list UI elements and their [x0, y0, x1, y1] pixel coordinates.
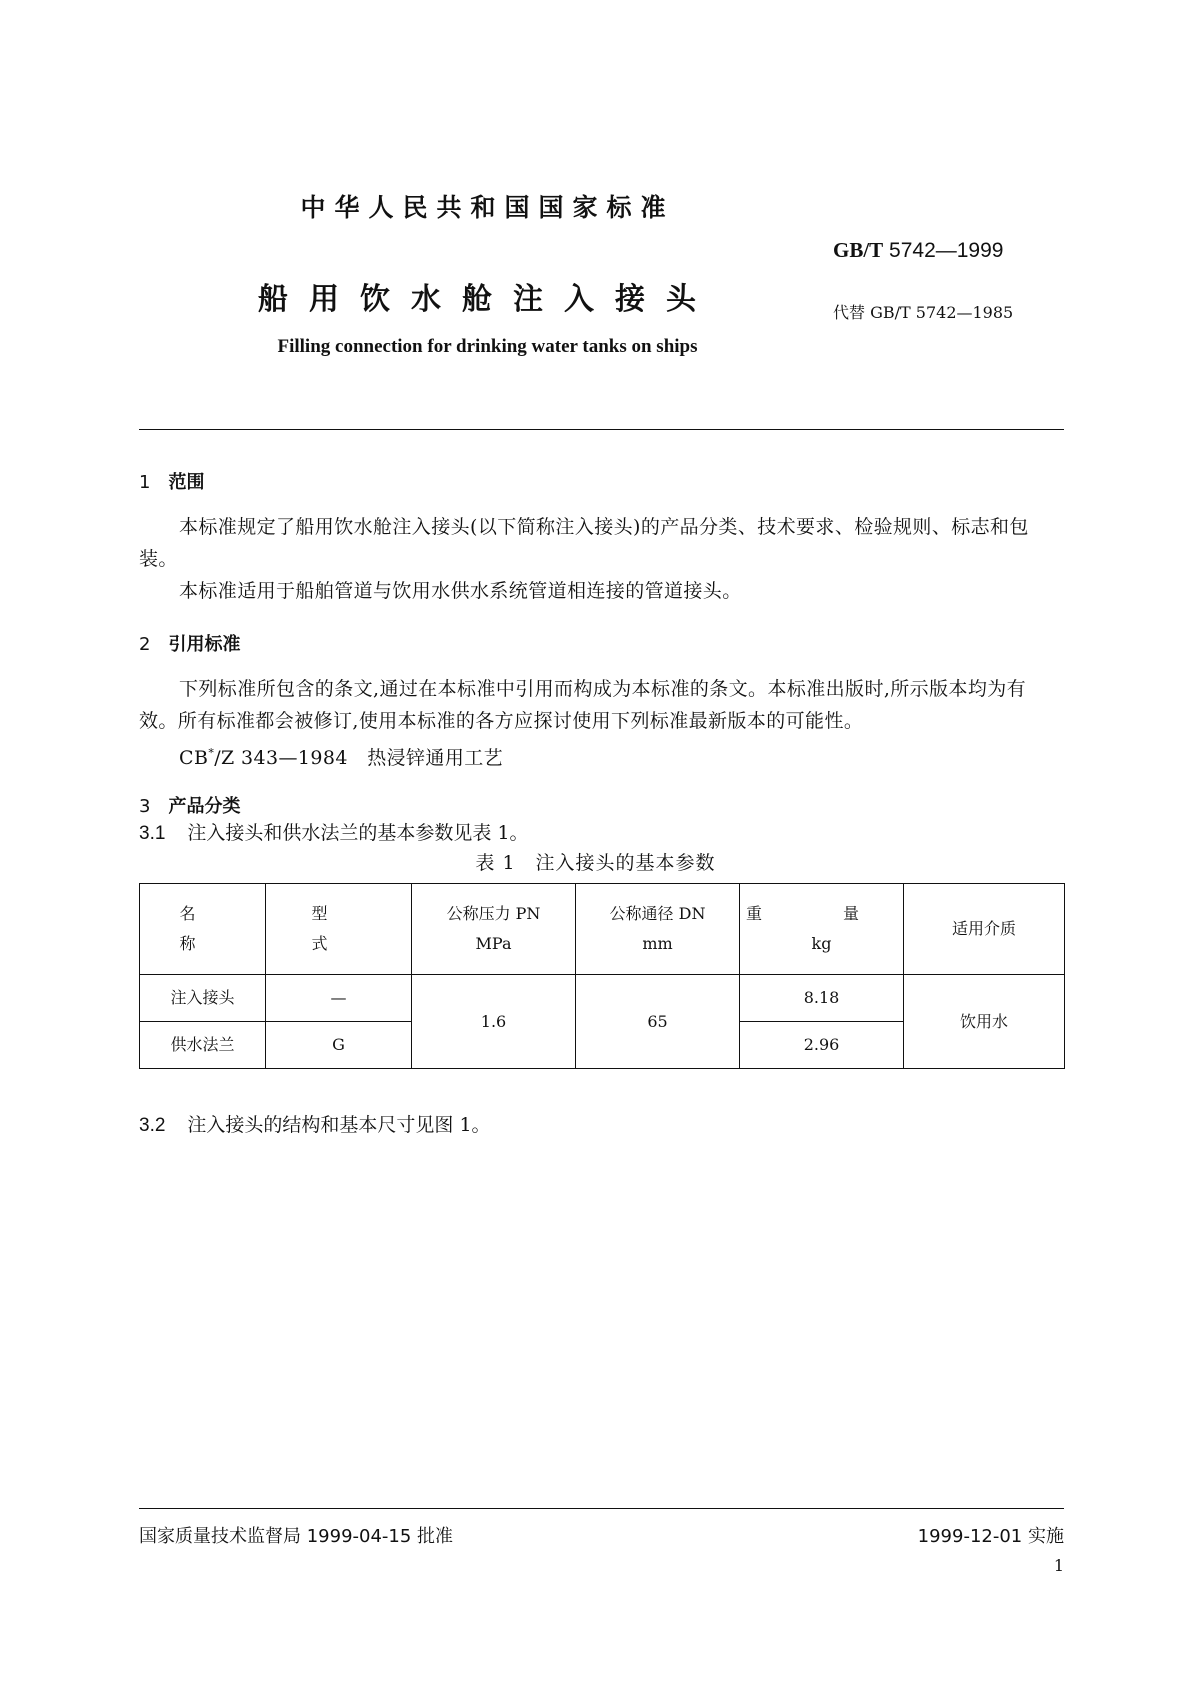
- reference-code-rest: /Z 343—1984: [214, 747, 348, 769]
- standard-code-prefix: GB/T: [833, 238, 884, 262]
- section-2-title: 引用标准: [168, 634, 241, 655]
- header-diameter: [576, 884, 740, 975]
- row-2-weight: 2.96: [740, 1022, 904, 1069]
- header-divider: [139, 429, 1064, 430]
- reference-title: 热浸锌通用工艺: [367, 747, 504, 769]
- section-2-heading: [139, 630, 240, 656]
- header-medium: 适用介质: [904, 884, 1065, 975]
- table-header-row: [140, 884, 1065, 975]
- standard-number: [833, 238, 1003, 263]
- reference-code: CB: [179, 747, 209, 769]
- table-row: [140, 975, 1065, 1022]
- clause-3-2-number: 3.2: [139, 1115, 166, 1136]
- section-2-paragraph-1: 下列标准所包含的条文,通过在本标准中引用而构成为本标准的条文。本标准出版时,所示版本均为有效。所有标准都会被修订,使用本标准的各方应探讨使用下列标准最新版本的可能性。: [139, 678, 1027, 732]
- standard-code-number: 5742—1999: [889, 239, 1004, 262]
- reference-code-mark: *: [208, 746, 215, 760]
- footer-divider: [139, 1508, 1064, 1509]
- header-weight: [740, 884, 904, 975]
- header-type: 型 式: [266, 884, 412, 975]
- document-title: 船用饮水舱注入接头: [258, 282, 717, 317]
- table-1-basic-parameters: [139, 883, 1065, 1069]
- document-title-english: Filling connection for drinking water tanks on ships: [277, 336, 698, 357]
- clause-3-1-number: 3.1: [139, 823, 166, 844]
- row-2-type: G: [266, 1022, 412, 1069]
- header-pressure-label: 公称压力 PN: [446, 904, 541, 923]
- row-1-type: —: [266, 975, 412, 1022]
- header-weight-label: 重 量: [745, 904, 898, 923]
- section-1-heading: [139, 468, 204, 494]
- approval-info: 国家质量技术监督局 1999-04-15 批准: [139, 1526, 454, 1547]
- replaces-standard: 代替 GB/T 5742—1985: [833, 303, 1014, 322]
- header-pressure: [412, 884, 576, 975]
- section-3-number: 3: [139, 796, 151, 817]
- section-3-title: 产品分类: [168, 796, 241, 817]
- header-pressure-unit: MPa: [475, 934, 512, 953]
- section-1-paragraph-2: 本标准适用于船舶管道与饮用水供水系统管道相连接的管道接头。: [179, 580, 742, 602]
- clause-3-1: [139, 818, 529, 845]
- header-weight-unit: kg: [811, 934, 832, 953]
- clause-3-2: [139, 1110, 491, 1137]
- row-1-name: 注入接头: [140, 975, 266, 1022]
- section-2-number: 2: [139, 634, 151, 655]
- medium-value: 饮用水: [904, 975, 1065, 1069]
- section-1-number: 1: [139, 472, 151, 493]
- section-1-paragraph-1: 本标准规定了船用饮水舱注入接头(以下简称注入接头)的产品分类、技术要求、检验规则、标志和包装。: [139, 516, 1029, 570]
- header-diameter-label: 公称通径 DN: [609, 904, 706, 923]
- header-name: 名 称: [140, 884, 266, 975]
- section-1-title: 范围: [168, 472, 205, 493]
- table-1-caption: 表 1 注入接头的基本参数: [475, 852, 716, 874]
- row-2-name: 供水法兰: [140, 1022, 266, 1069]
- section-3-heading: [139, 792, 240, 818]
- row-1-weight: 8.18: [740, 975, 904, 1022]
- diameter-value: 65: [576, 975, 740, 1069]
- national-standard-title: 中华人民共和国国家标准: [300, 193, 675, 222]
- clause-3-1-text: 注入接头和供水法兰的基本参数见表 1。: [187, 822, 529, 844]
- implementation-date: 1999-12-01 实施: [917, 1526, 1064, 1547]
- pressure-value: 1.6: [412, 975, 576, 1069]
- reference-standard: [179, 743, 503, 770]
- page-number: 1: [1053, 1556, 1064, 1575]
- clause-3-2-text: 注入接头的结构和基本尺寸见图 1。: [187, 1114, 491, 1136]
- header-diameter-unit: mm: [642, 934, 673, 953]
